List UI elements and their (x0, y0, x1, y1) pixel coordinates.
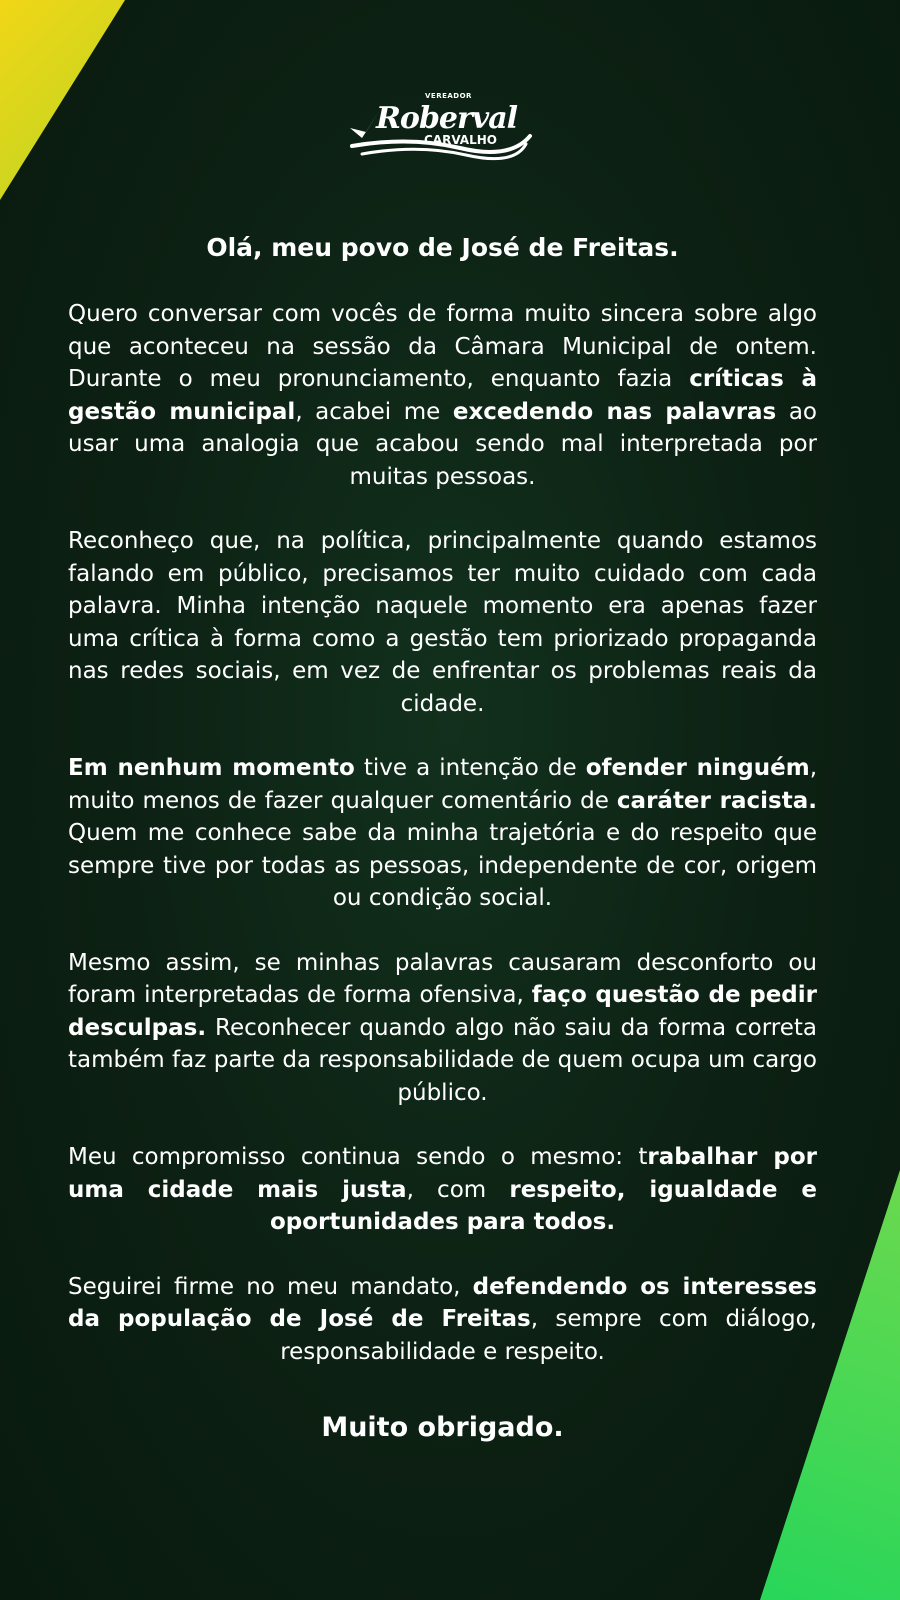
logo-name-sub: CARVALHO (424, 133, 497, 147)
logo-top-text: VEREADOR (425, 92, 472, 100)
closing: Muito obrigado. (321, 1412, 564, 1443)
paragraph-1: Quero conversar com vocês de forma muito sincera sobre algo que aconteceu na sessão da Câmara Municipal de ontem. Durante o meu pronunciamento, enquanto fazia críticas à gestão municipal, acabei me excedendo nas palavras ao usar uma analogia que acabou sendo mal interpretada por muitas pessoas. (68, 301, 817, 490)
paragraph-3: Em nenhum momento tive a intenção de ofender ninguém, muito menos de fazer qualquer comentário de caráter racista. Quem me conhece sabe da minha trajetória e do respeito que sempre tive por todas as pessoas, independente de cor, origem ou condição social. (68, 755, 817, 911)
greeting: Olá, meu povo de José de Freitas. (206, 233, 679, 262)
paragraph-5: Meu compromisso continua sendo o mesmo: trabalhar por uma cidade mais justa, com respeito, igualdade e oportunidades para todos. (68, 1144, 818, 1235)
letter-body (68, 232, 817, 1443)
logo-emblem (340, 88, 540, 168)
logo (340, 88, 540, 168)
paragraph-6: Seguirei firme no meu mandato, defendendo os interesses da população de José de Freitas, sempre com diálogo, responsabilidade e respeito. (68, 1273, 817, 1365)
paragraph-2: Reconheço que, na política, principalmente quando estamos falando em público, precisamos ter muito cuidado com cada palavra. Minha intenção naquele momento era apenas fazer uma crítica à forma como a gestão tem priorizado propaganda nas redes sociais, em vez de enfrentar os problemas reais da cidade. (68, 528, 817, 717)
paragraph-4: Mesmo assim, se minhas palavras causaram desconforto ou foram interpretadas de forma ofensiva, faço questão de pedir desculpas. Reconhecer quando algo não saiu da forma correta também faz parte da responsabilidade de quem ocupa um cargo público. (68, 949, 817, 1106)
logo-name-main: Roberval (376, 101, 518, 136)
